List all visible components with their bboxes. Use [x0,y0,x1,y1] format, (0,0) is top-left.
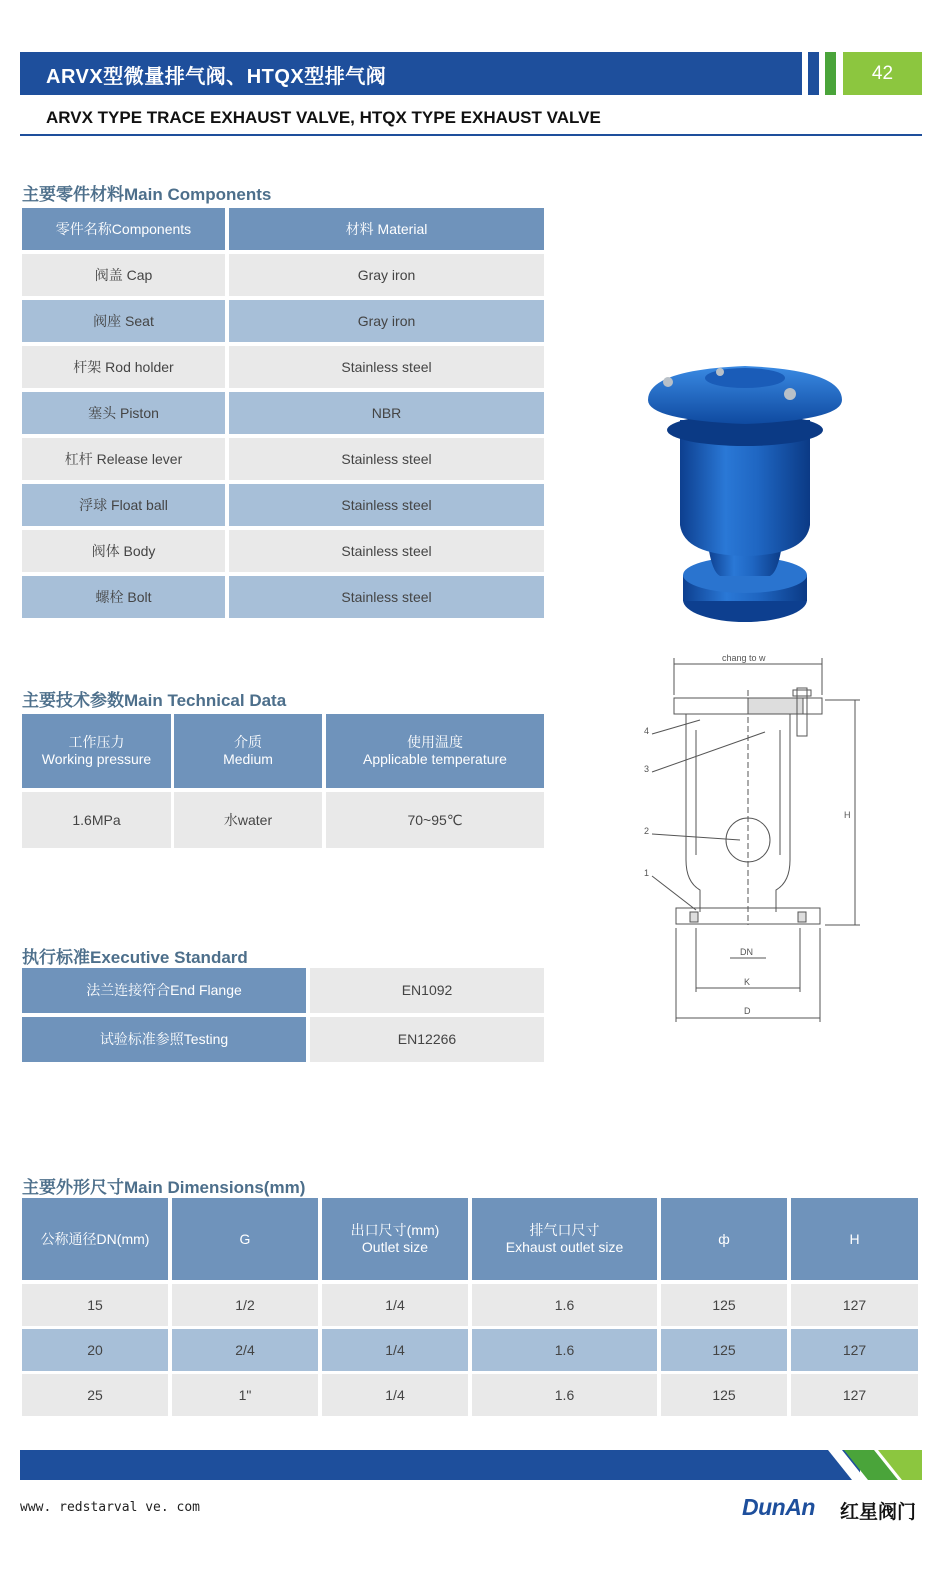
header-line-cn: 介质 [234,734,262,750]
header-line-en: Medium [223,751,273,767]
component-name: 阀盖 Cap [22,254,225,296]
dimensions-cell: 20 [22,1329,168,1371]
drawing-label-k: K [744,977,751,987]
dimensions-cell: 1.6 [472,1329,657,1371]
header-line: ф [718,1230,730,1247]
header-line: G [239,1230,251,1247]
components-header-material: 材料 Material [229,208,544,250]
bolt-icon [663,377,673,387]
component-name: 阀座 Seat [22,300,225,342]
header-line: H [849,1230,860,1247]
components-title: 主要零件材料Main Components [22,185,272,204]
bolt-icon [784,388,796,400]
dimensions-cell: 1/4 [322,1329,468,1371]
brand-logo-en: DunAn [742,1494,815,1520]
component-material: NBR [229,392,544,434]
drawing-label-d: D [744,1006,751,1016]
technical-title: 主要技术参数Main Technical Data [22,691,287,710]
dimensions-cell: 125 [661,1329,787,1371]
dimensions-header-exhaust [472,1198,657,1280]
standard-label: 法兰连接符合End Flange [22,968,306,1013]
dimensions-cell: 1/4 [322,1374,468,1416]
dimensions-header-phi [661,1198,787,1280]
standard-label: 试验标准参照Testing [22,1017,306,1062]
header-line: 公称通径DN(mm) [40,1230,150,1247]
header-divider [20,134,922,136]
footer-chevrons [828,1450,922,1480]
dimensions-cell: 127 [791,1374,918,1416]
component-name: 阀体 Body [22,530,225,572]
header-line-en: Applicable temperature [363,751,507,767]
technical-pressure-value: 1.6MPa [22,792,171,848]
dimensions-header-h [791,1198,918,1280]
standard-title: 执行标准Executive Standard [22,948,248,967]
header-stripe-green [825,52,836,95]
standard-value: EN12266 [310,1017,544,1062]
dimensions-cell: 1/2 [172,1284,318,1326]
dimensions-cell: 2/4 [172,1329,318,1371]
standard-value: EN1092 [310,968,544,1013]
page-subtitle: ARVX TYPE TRACE EXHAUST VALVE, HTQX TYPE EXHAUST VALVE [46,108,601,127]
brand-logo-cn: 红星阀门 [840,1502,917,1523]
drawing-label-dn: DN [740,947,753,957]
drawing-label-2: 2 [644,826,650,836]
drawing-label-3: 3 [644,764,650,774]
dimensions-cell: 1.6 [472,1374,657,1416]
component-material: Gray iron [229,254,544,296]
dimensions-cell: 15 [22,1284,168,1326]
header-line-en: Outlet size [361,1239,429,1255]
footer-bar [20,1450,860,1480]
drawing-label-1: 1 [644,868,650,878]
component-material: Gray iron [229,300,544,342]
dimensions-cell: 1" [172,1374,318,1416]
technical-header-temperature [326,714,544,788]
technical-temperature-value: 70~95℃ [326,792,544,848]
drawing-label-h: H [844,810,851,820]
dimensions-header-outlet [322,1198,468,1280]
header-line-cn: 出口尺寸(mm) [350,1222,440,1238]
footer-url[interactable]: www. redstarval ve. com [20,1500,201,1515]
component-material: Stainless steel [229,484,544,526]
components-header-name: 零件名称Components [22,208,225,250]
component-name: 杆架 Rod holder [22,346,225,388]
technical-medium-value: 水water [174,792,322,848]
page-number: 42 [843,52,922,95]
header-line-en: Exhaust outlet size [505,1239,624,1255]
component-material: Stainless steel [229,530,544,572]
technical-drawing [640,650,870,1025]
dimensions-title: 主要外形尺寸Main Dimensions(mm) [22,1178,306,1197]
component-material: Stainless steel [229,346,544,388]
technical-header-medium [174,714,322,788]
dimensions-header-g [172,1198,318,1280]
dimensions-header-dn [22,1198,168,1280]
component-material: Stainless steel [229,576,544,618]
drawing-top-label: chang to w [722,653,766,663]
drawing-label-4: 4 [644,726,650,736]
dimensions-cell: 1/4 [322,1284,468,1326]
dimensions-cell: 127 [791,1329,918,1371]
header-line-en: Working pressure [41,751,152,767]
dimensions-cell: 125 [661,1374,787,1416]
technical-header-pressure [22,714,171,788]
page-title: ARVX型微量排气阀、HTQX型排气阀 [46,66,387,88]
header-stripe-blue [808,52,819,95]
component-name: 浮球 Float ball [22,484,225,526]
valve-photo [640,350,855,630]
dimensions-cell: 25 [22,1374,168,1416]
dimensions-cell: 1.6 [472,1284,657,1326]
component-material: Stainless steel [229,438,544,480]
header-line-cn: 工作压力 [68,734,125,750]
dimensions-cell: 125 [661,1284,787,1326]
header-line-cn: 使用温度 [407,734,463,750]
header-line-cn: 排气口尺寸 [529,1222,600,1238]
bolt-icon [716,368,724,376]
component-name: 杠杆 Release lever [22,438,225,480]
component-name: 螺栓 Bolt [22,576,225,618]
component-name: 塞头 Piston [22,392,225,434]
dimensions-cell: 127 [791,1284,918,1326]
